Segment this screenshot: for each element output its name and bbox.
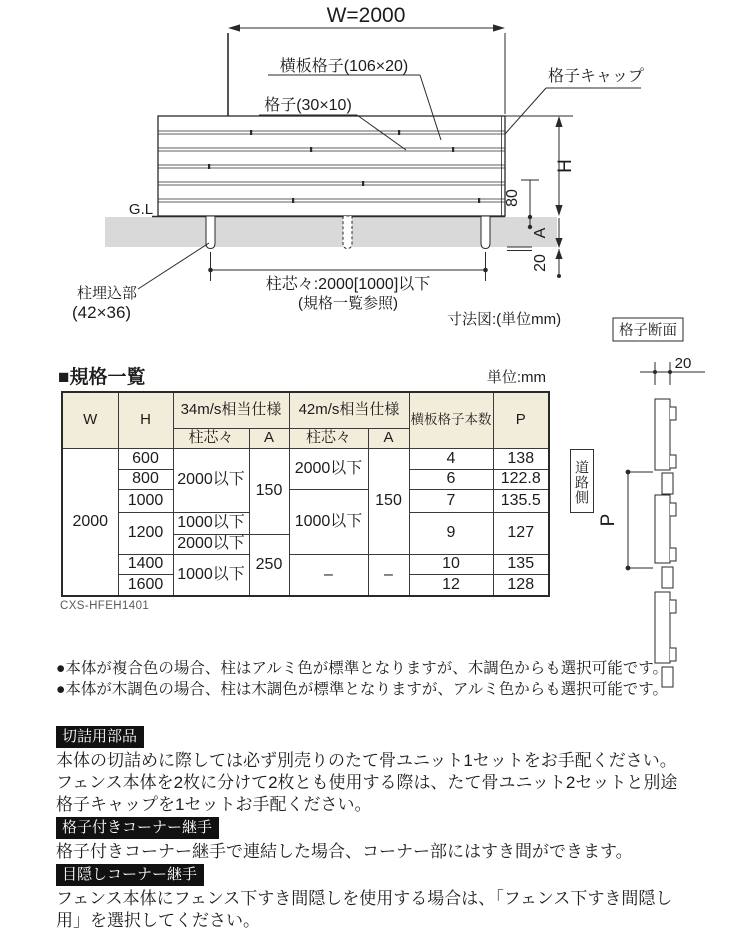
cell-34-a: 250 bbox=[249, 534, 289, 596]
cell-34-pitch: 2000以下 bbox=[173, 448, 249, 512]
cell-42-pitch: – bbox=[289, 554, 368, 596]
road-side-label: 道路側 bbox=[570, 449, 594, 513]
cell-h: 800 bbox=[118, 469, 173, 489]
note-line: ●本体が複合色の場合、柱はアルミ色が標準となりますが、木調色からも選択可能です。 bbox=[56, 660, 669, 677]
cell-h: 1600 bbox=[118, 574, 173, 596]
section-heading: 格子付きコーナー継手 bbox=[56, 817, 219, 839]
section-heading: 切詰用部品 bbox=[56, 726, 144, 748]
cell-34-pitch: 1000以下 bbox=[173, 512, 249, 534]
note-line: ●本体が木調色の場合、柱は木調色が標準となりますが、アルミ色からも選択可能です。 bbox=[56, 681, 669, 698]
table-row bbox=[62, 489, 549, 512]
cell-h: 1400 bbox=[118, 554, 173, 574]
ground-level-label: G.L bbox=[128, 201, 154, 218]
cell-p: 127 bbox=[493, 512, 549, 554]
table-row bbox=[62, 448, 549, 469]
section-boards bbox=[655, 399, 676, 687]
cell-42-pitch: 2000以下 bbox=[289, 448, 368, 489]
fence-dimension-diagram bbox=[0, 0, 740, 345]
cell-34-a: 150 bbox=[249, 448, 289, 534]
dim-20-label: 20 bbox=[532, 254, 549, 272]
col-header-a-42: A bbox=[368, 428, 409, 448]
col-header-spec34: 34m/s相当仕様 bbox=[173, 392, 289, 428]
cell-34-pitch: 1000以下 bbox=[173, 554, 249, 596]
dim-80-label: 80 bbox=[504, 189, 521, 207]
spec-table-title: ■規格一覧 bbox=[58, 367, 146, 388]
spec-table bbox=[61, 391, 550, 597]
cell-count: 12 bbox=[409, 574, 493, 596]
post-embed-label: 柱埋込部 bbox=[77, 285, 138, 302]
dim-a-label: A bbox=[532, 227, 549, 239]
post-middle bbox=[343, 216, 352, 249]
col-header-spec42: 42m/s相当仕様 bbox=[289, 392, 409, 428]
cell-42-pitch: 1000以下 bbox=[289, 489, 368, 554]
post-right bbox=[481, 216, 490, 249]
post-embed-size-label: (42×36) bbox=[72, 303, 132, 322]
section-cut-parts bbox=[56, 726, 690, 816]
section-privacy-corner-joint bbox=[56, 864, 690, 932]
arrow-left-icon bbox=[228, 24, 240, 31]
section-corner-joint bbox=[56, 817, 690, 863]
model-code: CXS-HFEH1401 bbox=[60, 600, 150, 612]
koshi-cap-label: 格子キャップ bbox=[547, 68, 645, 85]
table-row bbox=[62, 554, 549, 574]
section-heading: 目隠しコーナー継手 bbox=[56, 864, 204, 886]
diagram-caption: 寸法図:(単位mm) bbox=[447, 311, 562, 328]
col-header-p: P bbox=[493, 392, 549, 448]
post-span-label: 柱芯々:2000[1000]以下 bbox=[265, 276, 431, 293]
cell-p: 122.8 bbox=[493, 469, 549, 489]
notes-and-sections bbox=[56, 658, 690, 932]
col-header-count: 横板格子本数 bbox=[409, 392, 493, 448]
cell-h: 600 bbox=[118, 448, 173, 469]
section-body: フェンス本体にフェンス下すき間隠しを使用する場合は、「フェンス下すき間隠し用」を選択してください。 bbox=[56, 889, 673, 930]
cell-count: 4 bbox=[409, 448, 493, 469]
cell-34-pitch: 2000以下 bbox=[173, 534, 249, 554]
cell-p: 138 bbox=[493, 448, 549, 469]
cell-h: 1200 bbox=[118, 512, 173, 554]
cell-count: 7 bbox=[409, 489, 493, 512]
cross-section-title: 格子断面 bbox=[619, 323, 677, 339]
section-dim-20-label: 20 bbox=[674, 355, 692, 372]
cell-p: 128 bbox=[493, 574, 549, 596]
post-span-ref-label: (規格一覧参照) bbox=[298, 295, 398, 312]
section-dim-p-label: P bbox=[598, 513, 619, 527]
h-dimension-label: H bbox=[555, 159, 576, 173]
col-header-a-34: A bbox=[249, 428, 289, 448]
w-dimension-label: W=2000 bbox=[326, 4, 406, 27]
col-header-pitch-34: 柱芯々 bbox=[173, 428, 249, 448]
cell-count: 9 bbox=[409, 512, 493, 554]
cell-count: 6 bbox=[409, 469, 493, 489]
col-header-h: H bbox=[118, 392, 173, 448]
cell-p: 135.5 bbox=[493, 489, 549, 512]
cell-h: 1000 bbox=[118, 489, 173, 512]
cell-count: 10 bbox=[409, 554, 493, 574]
cell-42-a: 150 bbox=[368, 448, 409, 554]
koshi-label: 格子(30×10) bbox=[264, 97, 352, 114]
cell-42-a: – bbox=[368, 554, 409, 596]
cell-w: 2000 bbox=[62, 448, 118, 596]
arrow-right-icon bbox=[493, 24, 505, 31]
col-header-pitch-42: 柱芯々 bbox=[289, 428, 368, 448]
section-body: 格子付きコーナー継手で連結した場合、コーナー部にはすき間ができます。 bbox=[56, 842, 633, 861]
col-header-w: W bbox=[62, 392, 118, 448]
section-body: 本体の切詰めに際しては必ず別売りのたて骨ユニット1セットをお手配ください。フェンス本体を2枚に分けて2枚とも使用する際は、たて骨ユニット2セットと別途格子キャップを1セットお手配ください。 bbox=[56, 751, 678, 814]
cell-p: 135 bbox=[493, 554, 549, 574]
yokoita-koshi-label: 横板格子(106×20) bbox=[279, 58, 409, 75]
unit-label: 単位:mm bbox=[486, 369, 546, 386]
